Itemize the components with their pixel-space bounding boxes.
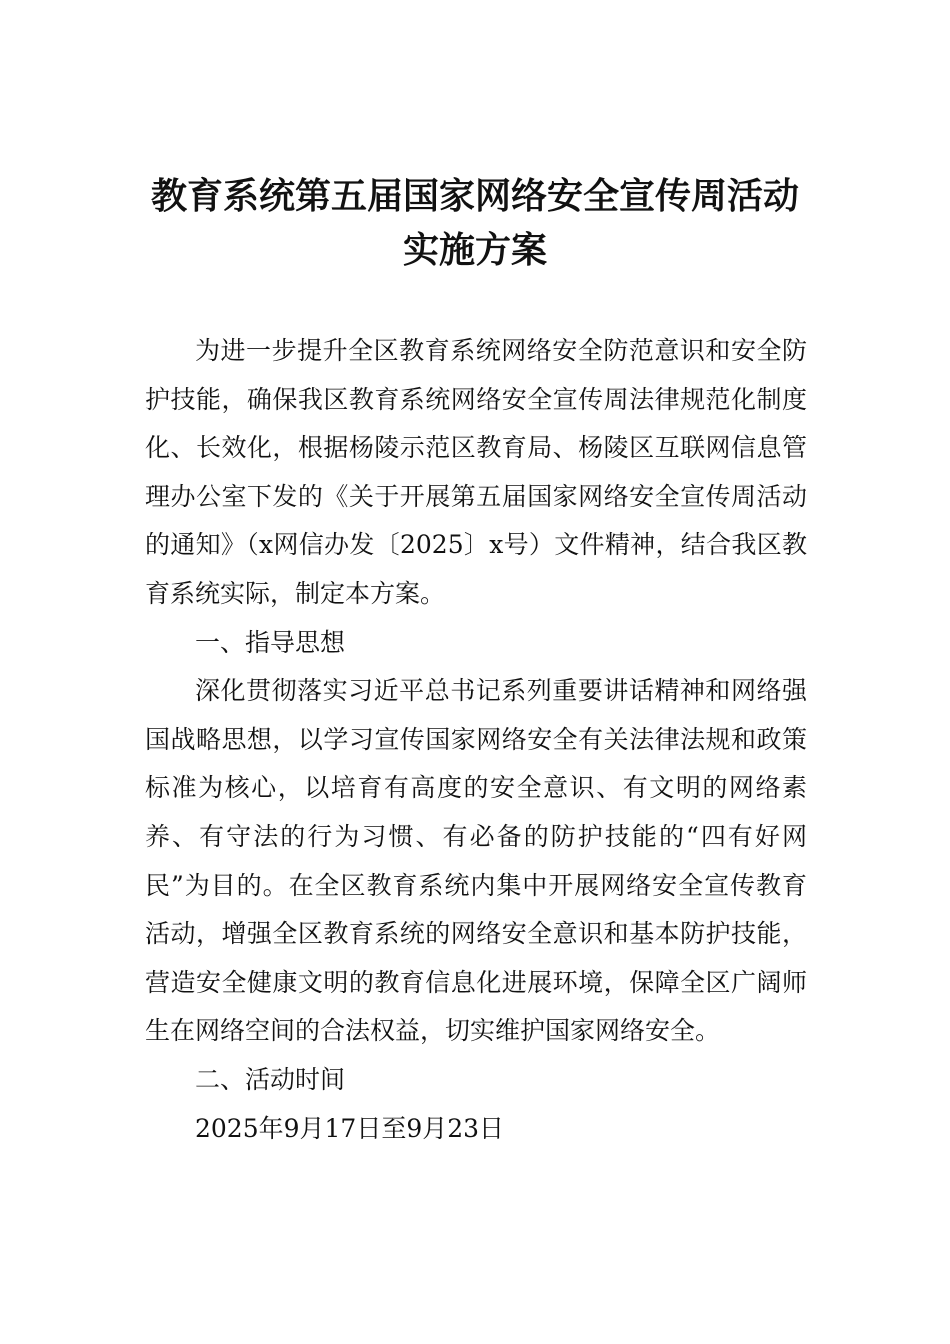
section-heading-guiding-ideology: 一、指导思想 — [195, 627, 346, 657]
section-heading-activity-time: 二、活动时间 — [195, 1064, 346, 1094]
document-title — [0, 170, 950, 278]
title-line-1: 教育系统第五届国家网络安全宣传周活动 — [150, 176, 799, 217]
document-body — [145, 327, 807, 1153]
title-line-2: 实施方案 — [402, 230, 547, 271]
intro-paragraph: 为进一步提升全区教育系统网络安全防范意识和安全防护技能，确保我区教育系统网络安全宣传周法律规范化制度化、长效化，根据杨陵示范区教育局、杨陵区互联网信息管理办公室下发的《关于开展第五届国家网络安全宣传周活动的通知》（x网信办发〔2025〕x号）文件精神，结合我区教育系统实际，制定本方案。 — [145, 336, 807, 608]
section-paragraph-activity-time: 2025年9月17日至9月23日 — [195, 1113, 505, 1143]
section-paragraph-guiding-ideology: 深化贯彻落实习近平总书记系列重要讲话精神和网络强国战略思想，以学习宣传国家网络安全有关法律法规和政策标准为核心，以培育有高度的安全意识、有文明的网络素养、有守法的行为习惯、有必备的防护技能的“四有好网民”为目的。在全区教育系统内集中开展网络安全宣传教育活动，增强全区教育系统的网络安全意识和基本防护技能，营造安全健康文明的教育信息化进展环境，保障全区广阔师生在网络空间的合法权益，切实维护国家网络安全。 — [145, 676, 807, 1046]
